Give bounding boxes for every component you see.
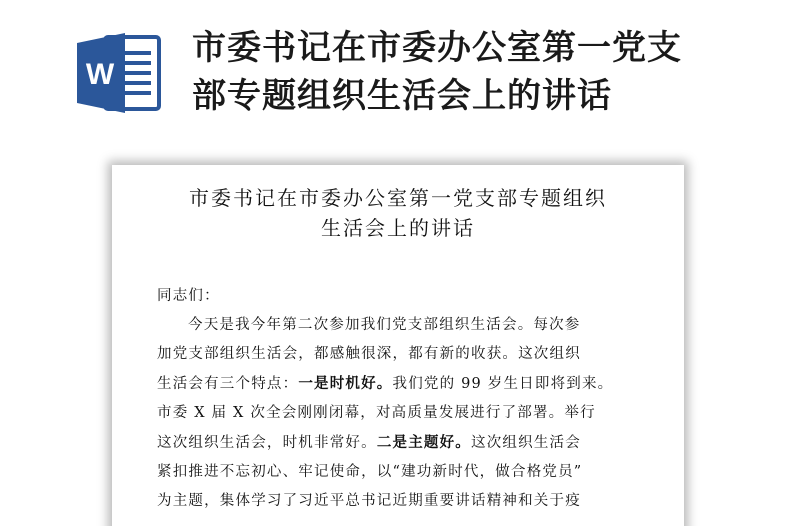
salutation: 同志们： <box>157 288 220 304</box>
body-line <box>157 340 647 369</box>
bold-phrase: 二是主题好。 <box>376 434 472 451</box>
text-run: 紧扣推进不忘初心、牢记使命，以“建功新时代，做合格党员” <box>157 464 583 480</box>
document-title-line-1: 市委书记在市委办公室第一党支部专题组织 <box>189 186 607 210</box>
banner-title-line-2: 部专题组织生活会上的讲话 <box>192 76 612 116</box>
text-run: 这次组织生活会 <box>471 435 581 451</box>
document-title <box>112 183 684 243</box>
bold-phrase: 一是时机好。 <box>298 375 393 392</box>
document-page <box>112 165 684 526</box>
text-run: 生活会有三个特点： <box>157 376 299 392</box>
banner-title <box>192 24 782 120</box>
document-body <box>157 282 647 516</box>
word-document-icon <box>75 31 163 115</box>
word-icon-letter: W <box>85 58 115 91</box>
body-line <box>157 428 647 458</box>
body-line <box>157 311 647 340</box>
body-line <box>157 399 647 428</box>
banner-title-line-1: 市委书记在市委办公室第一党支 <box>192 28 682 68</box>
body-line <box>157 487 647 516</box>
text-run: 我们党的 99 岁生日即将到来。 <box>392 376 614 392</box>
body-line <box>157 369 647 399</box>
text-run: 今天是我今年第二次参加我们党支部组织生活会。每次参 <box>188 317 581 333</box>
text-run: 为主题，集体学习了习近平总书记近期重要讲话精神和关于疫 <box>157 493 581 509</box>
text-run: 市委 X 届 X 次全会刚刚闭幕，对高质量发展进行了部署。举行 <box>157 405 596 421</box>
document-title-line-2: 生活会上的讲话 <box>321 216 475 240</box>
text-run: 这次组织生活会，时机非常好。 <box>157 435 377 451</box>
body-line <box>157 458 647 487</box>
body-paragraph <box>157 311 647 516</box>
text-run: 加党支部组织生活会，都感触很深，都有新的收获。这次组织 <box>157 346 581 362</box>
